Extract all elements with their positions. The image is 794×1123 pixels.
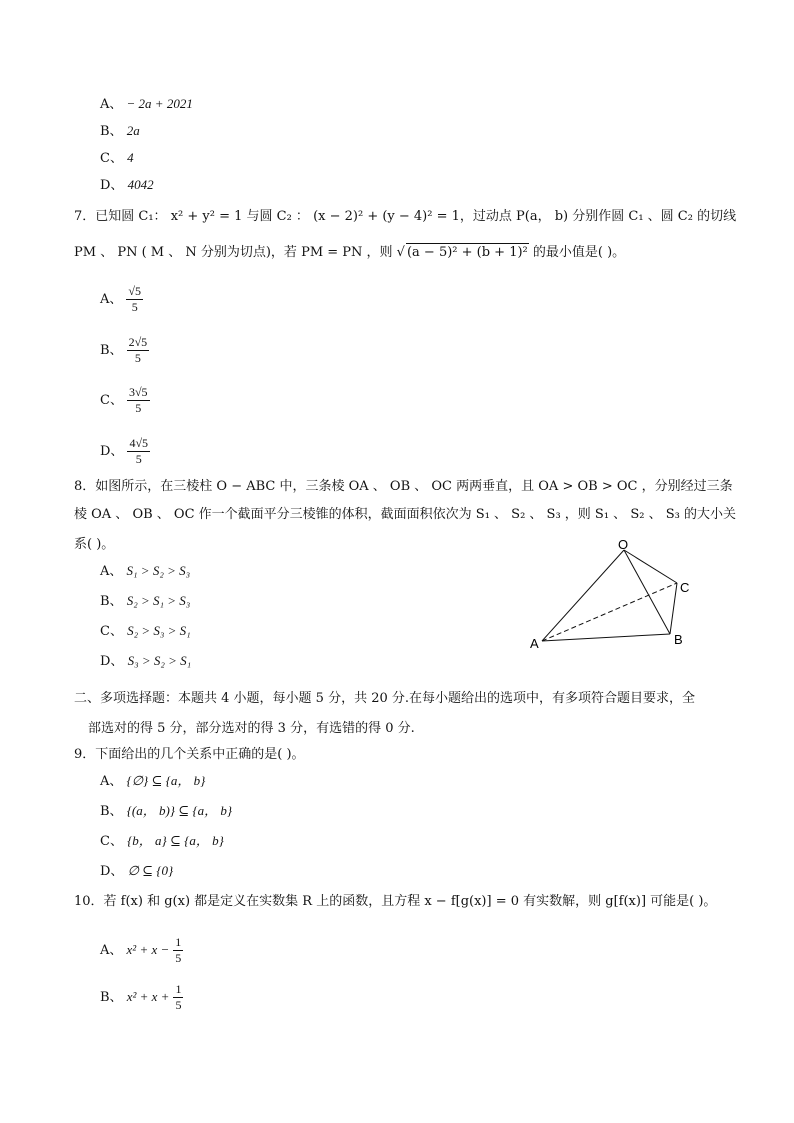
q10-option-a: A、 x² + x − $\frac{1}{5}$ xyxy=(100,935,182,965)
q8-option-b: B、 S₂ > S₁ > S₃ xyxy=(100,593,191,609)
q8-stem-line1: 8．如图所示，在三棱柱 O − ABC 中，三条棱 OA 、 OB 、 OC 两两垂直，且 OA > OB > OC ，分别经过三条 xyxy=(74,479,733,494)
edge-AC-hidden xyxy=(542,583,677,641)
q8-option-a: A、 S₁ > S₂ > S₃ xyxy=(100,563,191,579)
section2-header-line1: 二、多项选择题：本题共 4 小题，每小题 5 分，共 20 分.在每小题给出的选项中，有多项符合题目要求，全 xyxy=(74,691,696,706)
edge-OC xyxy=(624,550,677,583)
label-B: B xyxy=(674,632,683,647)
q7-option-a: A、 $\frac{√5}{5}$ xyxy=(100,284,141,314)
section2-header-line2: 部选对的得 5 分，部分选对的得 3 分，有选错的得 0 分. xyxy=(88,721,415,736)
q6-option-c: C、 4 xyxy=(100,150,134,166)
q7-option-b: B、 $\frac{2√5}{5}$ xyxy=(100,335,148,365)
q10-option-b: B、 x² + x + $\frac{1}{5}$ xyxy=(100,982,182,1012)
q8-option-d: D、 S₃ > S₂ > S₁ xyxy=(100,653,192,669)
edge-AB xyxy=(542,634,670,641)
edge-BC xyxy=(670,583,677,634)
q7-stem-line1: 7．已知圆 C₁： x² + y² = 1 与圆 C₂ ： (x − 2)² + (y − 4)² = 1，过动点 P(a， b) 分别作圆 C₁ 、圆 C₂ 的切线 xyxy=(74,209,737,224)
q9-stem: 9．下面给出的几个关系中正确的是( )。 xyxy=(74,747,305,762)
edge-OB xyxy=(624,550,670,634)
label-O: O xyxy=(618,537,629,552)
q7-option-c: C、 $\frac{3√5}{5}$ xyxy=(100,385,148,415)
q9-option-d: D、 ∅ ⊆ {0} xyxy=(100,863,174,879)
q7-stem-line2: PM 、 PN ( M 、 N 分别为切点)，若 PM = PN ，则 √ (a − 5)² + (b + 1)² 的最小值是( )。 xyxy=(74,245,626,260)
q9-option-c: C、 {b， a} ⊆ {a， b} xyxy=(100,833,224,849)
q8-tetrahedron-figure xyxy=(520,536,700,661)
q9-option-a: A、 {∅} ⊆ {a， b} xyxy=(100,773,206,789)
label-C: C xyxy=(680,580,690,595)
q10-stem: 10．若 f(x) 和 g(x) 都是定义在实数集 R 上的函数，且方程 x − f[g(x)] = 0 有实数解，则 g[f(x)] 可能是( )。 xyxy=(74,894,717,909)
q6-option-a: A、 − 2a + 2021 xyxy=(100,96,193,112)
q6-option-d: D、 4042 xyxy=(100,177,154,193)
q7-option-d: D、 $\frac{4√5}{5}$ xyxy=(100,436,149,466)
q8-stem-line3: 系( )。 xyxy=(74,537,115,552)
edge-OA xyxy=(542,550,624,641)
q8-stem-line2: 棱 OA 、 OB 、 OC 作一个截面平分三棱锥的体积，截面面积依次为 S₁ 、 S₂ 、 S₃ ，则 S₁ 、 S₂ 、 S₃ 的大小关 xyxy=(74,507,736,522)
q8-option-c: C、 S₂ > S₃ > S₁ xyxy=(100,623,191,639)
q6-option-b: B、 2a xyxy=(100,123,140,139)
q7-sqrt-expression: (a − 5)² + (b + 1)² xyxy=(406,245,528,260)
label-A: A xyxy=(530,636,539,651)
q9-option-b: B、 {(a， b)} ⊆ {a， b} xyxy=(100,803,233,819)
